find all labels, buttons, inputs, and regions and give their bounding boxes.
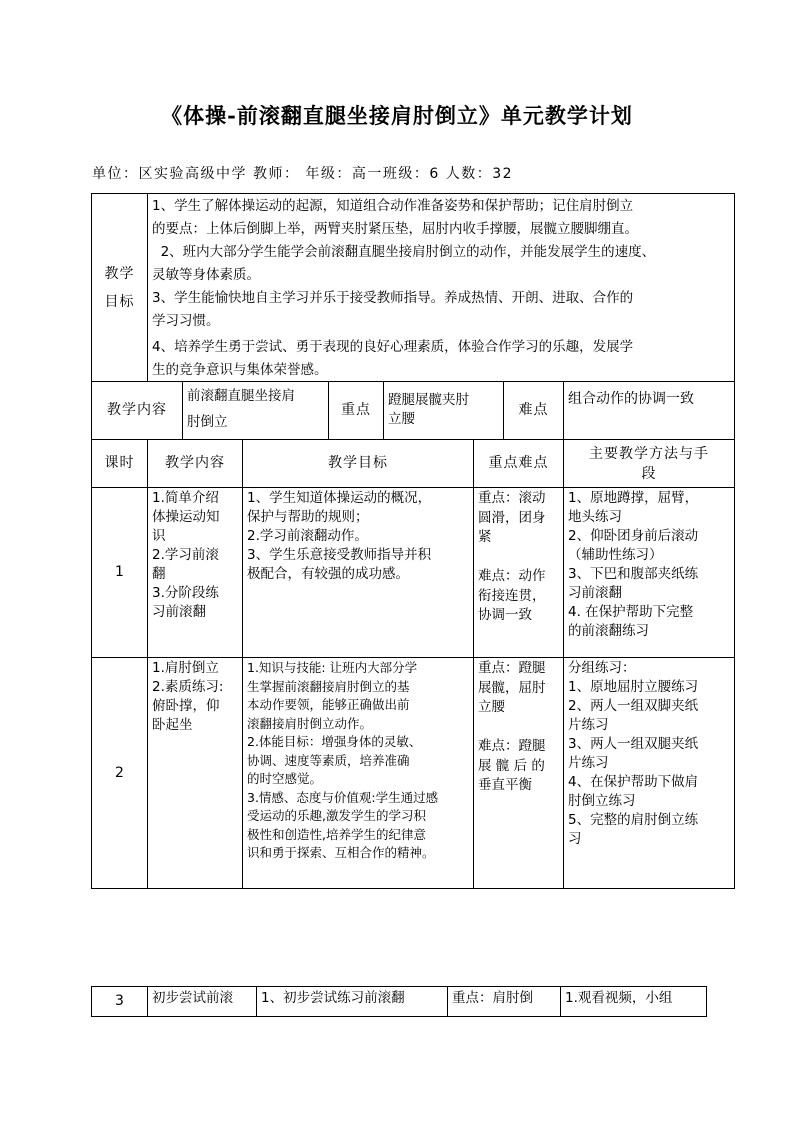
lesson-method: 分组练习： 1、原地屈肘立腰练习 2、两人一组双脚夹纸 片练习 3、两人一组双腿夹纸 片练习 4、在保护帮助下做肩 肘倒立练习 5、完整的肩肘倒立练 习 xyxy=(563,657,735,889)
objective-line: 学习习惯。 xyxy=(152,313,220,329)
objective-line: 灵敏等身体素质。 xyxy=(152,267,260,283)
lesson-keydiff: 重点：滚动 圆滑，团身 紧 难点：动作 衔接连贯， 协调一致 xyxy=(473,487,564,658)
difficulty-label: 难点 xyxy=(503,381,564,440)
objective-line: 的要点：上体后倒脚上举，两臂夹肘紧压垫，屈肘内收手撑腰，展髋立腰脚绷直。 xyxy=(152,221,638,237)
objective-line: 1、学生了解体操运动的起源，知道组合动作准备姿势和保护帮助；记住肩肘倒立 xyxy=(152,198,634,214)
unit-info-line: 单位：区实验高级中学 教师： 年级：高一班级：6 人数：32 xyxy=(92,166,514,182)
lesson-method: 1、原地蹲撑，屈臂， 地头练习 2、仰卧团身前后滚动 （辅助性练习） 3、下巴和腹部夹纸练 习前滚翻 4. 在保护帮助下完整 的前滚翻练习 xyxy=(563,487,735,658)
lesson-content: 初步尝试前滚 xyxy=(147,986,257,1017)
lesson-number: 3 xyxy=(91,986,148,1017)
lesson-goal: 1.知识与技能: 让班内大部分学 生掌握前滚翻接肩肘倒立的基 本动作要领，能够正确做出前 滚翻接肩肘倒立动作。 2.体能目标：增强身体的灵敏、 协调、速度等素质，培养准确 的时空感觉。 3.情感、态度与价值观:学生通过感 受运动的乐趣,激发学生的学习积 极性和创造性,培养学生的纪律意 识和勇于探索、互相合作的精神。 xyxy=(242,657,474,889)
key-value: 蹬腿展髋夹肘 立腰 xyxy=(383,381,504,440)
header-keydiff: 重点难点 xyxy=(473,439,564,488)
content-value: 前滚翻直腿坐接肩 肘倒立 xyxy=(182,381,329,440)
lesson-number: 2 xyxy=(91,657,148,889)
lesson-goal: 1、初步尝试练习前滚翻 xyxy=(256,986,448,1017)
lesson-method: 1.观看视频，小组 xyxy=(560,986,707,1017)
objective-line: 4、培养学生勇于尝试、勇于表现的良好心理素质，体验合作学习的乐趣，发展学 xyxy=(152,339,634,355)
objective-line: 2、班内大部分学生能学会前滚翻直腿坐接肩肘倒立的动作，并能发展学生的速度、 xyxy=(152,244,656,260)
page-title: 《体操-前滚翻直腿坐接肩肘倒立》单元教学计划 xyxy=(161,103,633,128)
objectives-text xyxy=(147,193,735,382)
header-content: 教学内容 xyxy=(147,439,243,488)
header-lesson: 课时 xyxy=(91,439,148,488)
lesson-content: 1.简单介绍 体操运动知 识 2.学习前滚 翻 3.分阶段练 习前滚翻 xyxy=(147,487,243,658)
lesson-content: 1.肩肘倒立 2.素质练习: 俯卧撑，仰 卧起坐 xyxy=(147,657,243,889)
content-label: 教学内容 xyxy=(91,381,183,440)
key-label: 重点 xyxy=(328,381,384,440)
lesson-keydiff: 重点：肩肘倒 xyxy=(447,986,561,1017)
difficulty-value: 组合动作的协调一致 xyxy=(563,381,735,440)
lesson-number: 1 xyxy=(91,487,148,658)
lesson-keydiff: 重点：蹬腿 展髋，屈肘 立腰 难点：蹬腿 展 髋 后 的 垂直平衡 xyxy=(473,657,564,889)
header-method: 主要教学方法与手 段 xyxy=(563,439,735,488)
objectives-label: 教学 目标 xyxy=(91,193,148,382)
objective-line: 3、学生能愉快地自主学习并乐于接受教师指导。养成热情、开朗、进取、合作的 xyxy=(152,290,634,306)
lesson-goal: 1、学生知道体操运动的概况， 保护与帮助的规则； 2.学习前滚翻动作。 3、学生乐意接受教师指导并积 极配合，有较强的成功感。 xyxy=(242,487,474,658)
header-goal: 教学目标 xyxy=(242,439,474,488)
objective-line: 生的竞争意识与集体荣誉感。 xyxy=(152,362,328,378)
